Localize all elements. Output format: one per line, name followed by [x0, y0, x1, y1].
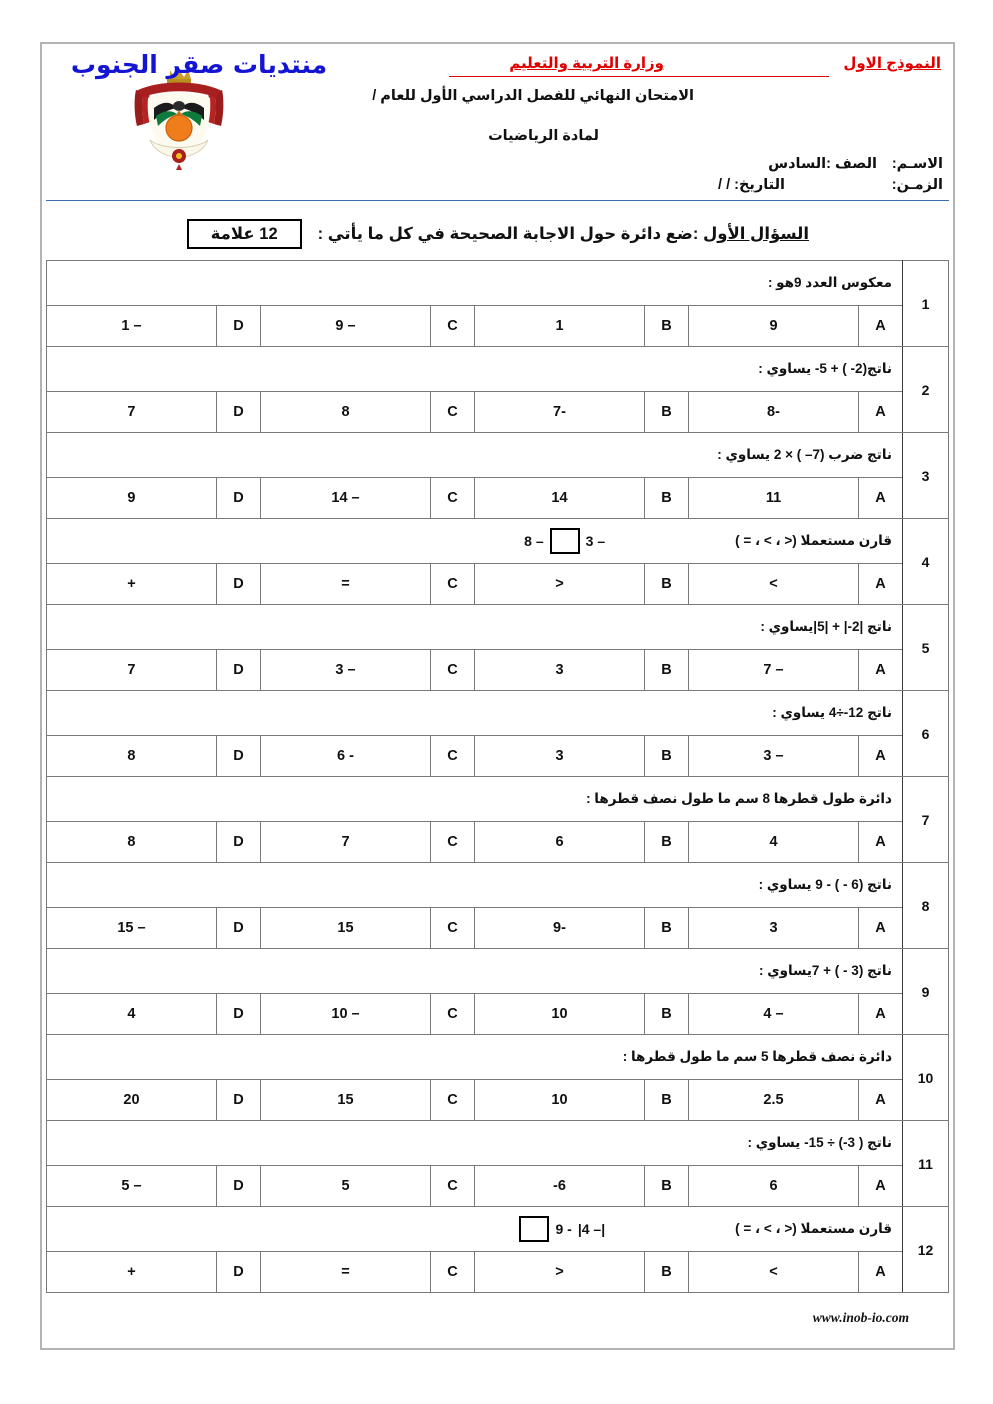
option-value-d[interactable]: – 1 [46, 306, 216, 347]
option-letter-c[interactable]: C [431, 478, 475, 519]
option-letter-a[interactable]: A [859, 1252, 903, 1293]
marks-box: 12 علامة [187, 219, 302, 249]
comparison-expression [519, 1216, 605, 1242]
option-letter-b[interactable]: B [645, 736, 689, 777]
option-value-c[interactable]: = [261, 564, 431, 605]
footer-url-text: www.inob-io.com [812, 1310, 909, 1325]
option-value-c[interactable]: – 10 [261, 994, 431, 1035]
option-value-a[interactable]: > [689, 564, 859, 605]
option-value-b[interactable]: 6 [475, 822, 645, 863]
question-stem-row [46, 433, 948, 478]
option-letter-b[interactable]: B [645, 564, 689, 605]
option-letter-a[interactable]: A [859, 1080, 903, 1121]
question-number: 1 [903, 261, 949, 347]
question-stem: ناتج (3 - ) + 7يساوي : [46, 949, 902, 994]
ministry-title: وزارة التربية والتعليم [509, 55, 664, 72]
question-number: 8 [903, 863, 949, 949]
option-letter-a[interactable]: A [859, 306, 903, 347]
question-options-row [46, 650, 948, 691]
option-letter-b[interactable]: B [645, 1252, 689, 1293]
question-stem-row [46, 519, 948, 564]
option-value-c[interactable]: 8 [261, 392, 431, 433]
question-number: 5 [903, 605, 949, 691]
expression-left-operand: 8 – [524, 533, 544, 549]
option-letter-a[interactable]: A [859, 1166, 903, 1207]
question-stem: دائرة نصف قطرها 5 سم ما طول قطرها : [46, 1035, 902, 1080]
option-value-b[interactable]: 1 [475, 306, 645, 347]
option-letter-a[interactable]: A [859, 478, 903, 519]
option-letter-c[interactable]: C [431, 564, 475, 605]
question-options-row [46, 908, 948, 949]
option-letter-d[interactable]: D [217, 306, 261, 347]
option-value-a[interactable]: 6 [689, 1166, 859, 1207]
question-stem-row [46, 605, 948, 650]
question-options-row [46, 392, 948, 433]
questions-table [46, 260, 949, 1293]
question-options-row [46, 1166, 948, 1207]
option-value-a[interactable]: – 4 [689, 994, 859, 1035]
option-letter-b[interactable]: B [645, 994, 689, 1035]
option-value-a[interactable]: 9 [689, 306, 859, 347]
option-letter-a[interactable]: A [859, 822, 903, 863]
question-one-heading [46, 214, 949, 254]
option-letter-d[interactable]: D [217, 1166, 261, 1207]
option-value-d[interactable]: + [46, 564, 216, 605]
question-number: 12 [903, 1207, 949, 1293]
option-letter-b[interactable]: B [645, 478, 689, 519]
option-value-a[interactable]: -8 [689, 392, 859, 433]
option-value-a[interactable]: 11 [689, 478, 859, 519]
question-stem: ناتج ضرب (7– ) × 2 يساوي : [46, 433, 902, 478]
question-stem-row [46, 261, 948, 306]
time-label: الزمـن: [891, 177, 943, 193]
question-stem-row [46, 949, 948, 994]
question-number: 7 [903, 777, 949, 863]
question-number: 3 [903, 433, 949, 519]
option-value-c[interactable]: 7 [261, 822, 431, 863]
option-value-b[interactable]: < [475, 564, 645, 605]
question-stem: ناتج 12-÷4 يساوي : [46, 691, 902, 736]
option-letter-b[interactable]: B [645, 1166, 689, 1207]
questions-table-body [46, 261, 948, 1293]
option-letter-a[interactable]: A [859, 736, 903, 777]
ministry-underline-rule [449, 76, 829, 77]
question-stem: ناتج(2- ) + 5- يساوي : [46, 347, 902, 392]
option-letter-b[interactable]: B [645, 908, 689, 949]
option-value-c[interactable]: – 14 [261, 478, 431, 519]
option-letter-c[interactable]: C [431, 650, 475, 691]
question-stem-row [46, 1035, 948, 1080]
grade-label: الصف :السادس [768, 156, 877, 172]
option-value-b[interactable]: 6- [475, 1166, 645, 1207]
option-letter-a[interactable]: A [859, 564, 903, 605]
question-stem-row [46, 347, 948, 392]
subject-line: لمادة الرياضيات [488, 128, 599, 144]
option-letter-d[interactable]: D [217, 736, 261, 777]
student-info-row-name [718, 154, 943, 175]
option-letter-d[interactable]: D [217, 908, 261, 949]
exam-title-line: الامتحان النهائي للفصل الدراسي الأول للعام / [372, 88, 694, 104]
option-value-b[interactable]: 14 [475, 478, 645, 519]
option-letter-c[interactable]: C [431, 1166, 475, 1207]
question-stem: معكوس العدد 9هو : [46, 261, 902, 306]
option-letter-a[interactable]: A [859, 994, 903, 1035]
option-letter-d[interactable]: D [217, 994, 261, 1035]
forum-watermark-text: منتديات صقر الجنوب [70, 50, 328, 79]
question-stem-row [46, 777, 948, 822]
option-value-c[interactable]: 15 [261, 908, 431, 949]
question-options-row [46, 478, 948, 519]
option-letter-b[interactable]: B [645, 1080, 689, 1121]
option-value-c[interactable]: – 3 [261, 650, 431, 691]
option-value-d[interactable]: – 15 [46, 908, 216, 949]
option-value-b[interactable]: -9 [475, 908, 645, 949]
header-separator-rule [46, 200, 949, 201]
option-value-b[interactable]: 3 [475, 736, 645, 777]
question-stem-row [46, 863, 948, 908]
option-value-b[interactable]: < [475, 1252, 645, 1293]
option-letter-d[interactable]: D [217, 392, 261, 433]
question-options-row [46, 306, 948, 347]
option-letter-a[interactable]: A [859, 392, 903, 433]
option-value-c[interactable]: - 6 [261, 736, 431, 777]
option-letter-d[interactable]: D [217, 1252, 261, 1293]
question-options-row [46, 736, 948, 777]
document-header [46, 48, 949, 196]
question-stem: دائرة طول قطرها 8 سم ما طول نصف قطرها : [46, 777, 902, 822]
option-value-d[interactable]: + [46, 1252, 216, 1293]
option-value-a[interactable]: > [689, 1252, 859, 1293]
option-value-a[interactable]: – 3 [689, 736, 859, 777]
question-options-row [46, 1252, 948, 1293]
question-number: 9 [903, 949, 949, 1035]
question-stem [46, 1207, 902, 1252]
question-options-row [46, 994, 948, 1035]
option-letter-a[interactable]: A [859, 908, 903, 949]
question-stem-text: قارن مستعملا (< ، > ، = ) [735, 533, 892, 548]
student-info-block [718, 154, 943, 196]
option-letter-b[interactable]: B [645, 650, 689, 691]
question-stem-row [46, 1207, 948, 1252]
option-value-a[interactable]: – 7 [689, 650, 859, 691]
question-number: 4 [903, 519, 949, 605]
question-stem: ناتج ( 3-) ÷ 15- يساوي : [46, 1121, 902, 1166]
expression-right-operand: 3 – [585, 533, 606, 549]
expression-left-operand: |4 –| [577, 1221, 606, 1237]
answer-blank-box[interactable] [519, 1216, 549, 1242]
option-letter-d[interactable]: D [217, 478, 261, 519]
comparison-expression [524, 528, 605, 554]
question-stem-row [46, 691, 948, 736]
option-value-c[interactable]: – 9 [261, 306, 431, 347]
question-stem [46, 519, 902, 564]
option-value-c[interactable]: 5 [261, 1166, 431, 1207]
answer-blank-box[interactable] [550, 528, 580, 554]
question-stem-row [46, 1121, 948, 1166]
jordan-coat-of-arms-icon [120, 64, 238, 176]
option-value-d[interactable]: 9 [46, 478, 216, 519]
option-value-d[interactable]: 7 [46, 392, 216, 433]
question-options-row [46, 822, 948, 863]
question-stem-text: قارن مستعملا (< ، > ، = ) [735, 1221, 892, 1236]
option-value-b[interactable]: 10 [475, 994, 645, 1035]
option-letter-c[interactable]: C [431, 736, 475, 777]
option-value-d[interactable]: 8 [46, 736, 216, 777]
option-value-a[interactable]: 4 [689, 822, 859, 863]
question-options-row [46, 1080, 948, 1121]
date-label: التاريخ: / / [718, 177, 785, 193]
option-letter-c[interactable]: C [431, 1252, 475, 1293]
option-letter-d[interactable]: D [217, 822, 261, 863]
option-letter-d[interactable]: D [217, 1080, 261, 1121]
option-value-b[interactable]: 10 [475, 1080, 645, 1121]
option-letter-d[interactable]: D [217, 564, 261, 605]
option-letter-b[interactable]: B [645, 306, 689, 347]
question-stem: ناتج (6 - ) - 9 يساوي : [46, 863, 902, 908]
option-letter-c[interactable]: C [431, 392, 475, 433]
question-one-title-rest: :ضع دائرة حول الاجابة الصحيحة في كل ما يأتي : [317, 225, 703, 243]
expression-mid-operand: 9 - [555, 1221, 572, 1237]
option-letter-b[interactable]: B [645, 392, 689, 433]
option-value-d[interactable]: 8 [46, 822, 216, 863]
option-letter-b[interactable]: B [645, 822, 689, 863]
page-content [46, 48, 949, 1344]
question-one-title-underlined: السؤال الأول [702, 225, 809, 243]
option-letter-a[interactable]: A [859, 650, 903, 691]
question-number: 2 [903, 347, 949, 433]
option-value-c[interactable]: = [261, 1252, 431, 1293]
option-letter-c[interactable]: C [431, 306, 475, 347]
option-value-c[interactable]: 15 [261, 1080, 431, 1121]
option-letter-c[interactable]: C [431, 822, 475, 863]
option-value-a[interactable]: 2.5 [689, 1080, 859, 1121]
option-value-b[interactable]: 3 [475, 650, 645, 691]
question-number: 11 [903, 1121, 949, 1207]
option-value-b[interactable]: -7 [475, 392, 645, 433]
option-value-d[interactable]: – 5 [46, 1166, 216, 1207]
option-letter-c[interactable]: C [431, 908, 475, 949]
question-number: 10 [903, 1035, 949, 1121]
question-number: 6 [903, 691, 949, 777]
student-info-row-time [718, 175, 943, 196]
question-options-row [46, 564, 948, 605]
logo-area [64, 48, 334, 178]
option-value-d[interactable]: 4 [46, 994, 216, 1035]
option-value-a[interactable]: 3 [689, 908, 859, 949]
question-stem: ناتج |2-| + |5|يساوي : [46, 605, 902, 650]
option-letter-c[interactable]: C [431, 994, 475, 1035]
option-letter-c[interactable]: C [431, 1080, 475, 1121]
name-label: الاسـم: [891, 156, 943, 172]
option-value-d[interactable]: 20 [46, 1080, 216, 1121]
model-label: النموذج الاول [843, 55, 941, 72]
question-one-title-text [318, 224, 809, 244]
option-value-d[interactable]: 7 [46, 650, 216, 691]
option-letter-d[interactable]: D [217, 650, 261, 691]
